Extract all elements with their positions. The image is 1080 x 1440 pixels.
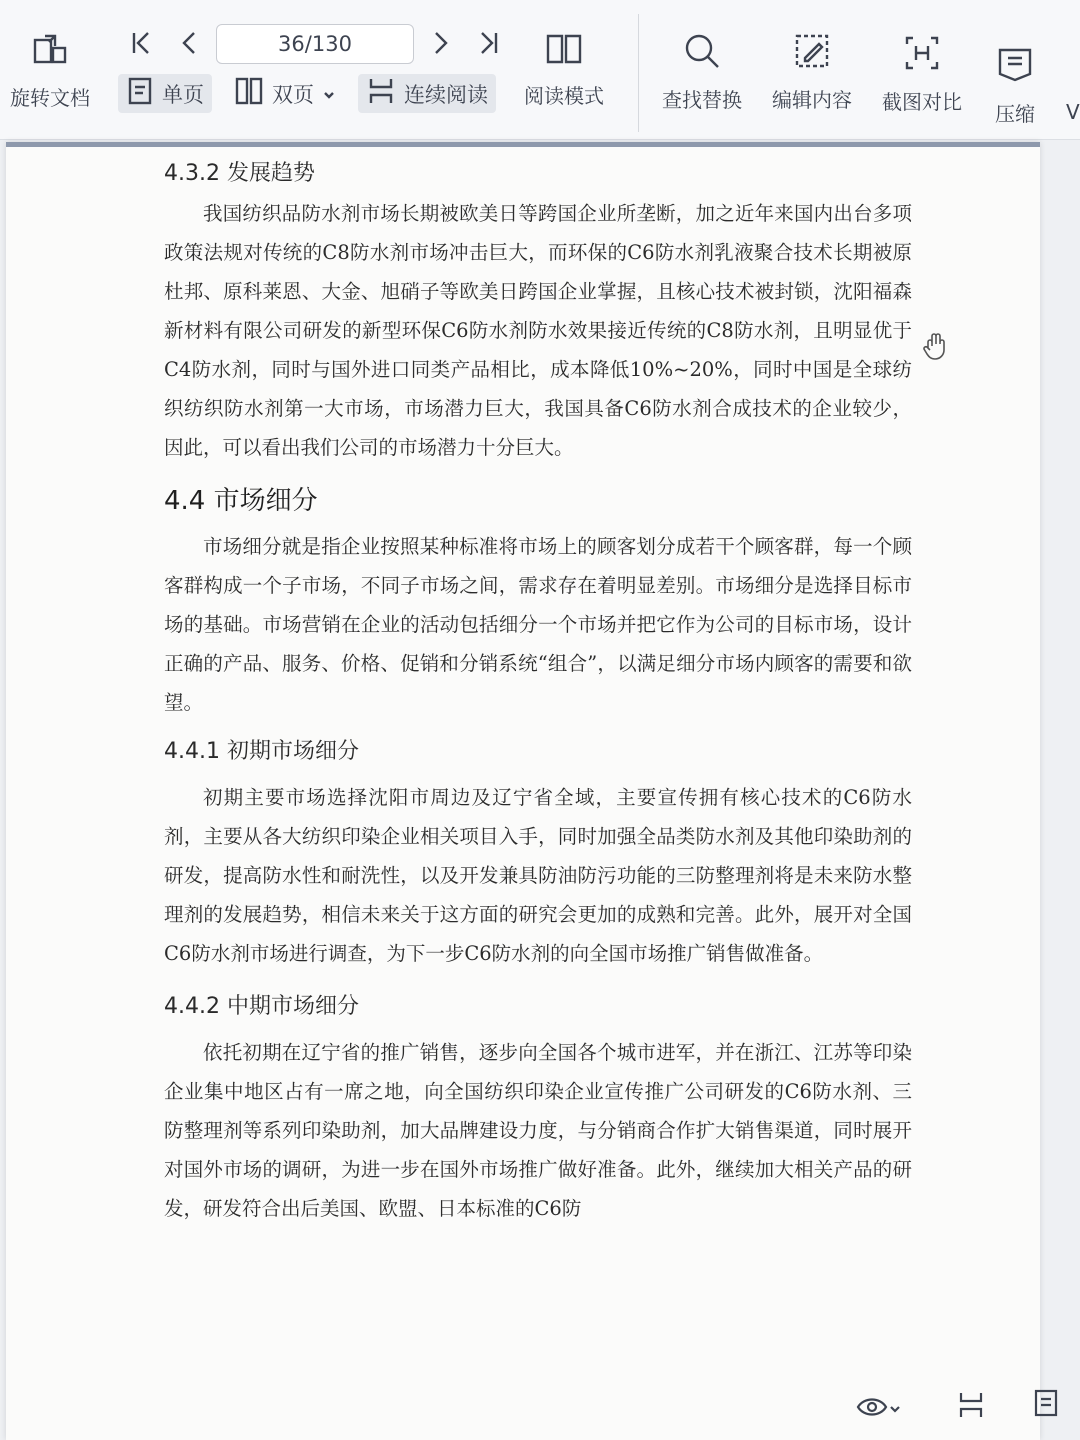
reading-mode-button[interactable] <box>524 28 604 109</box>
continuous-mode-toggle[interactable] <box>956 1390 986 1424</box>
edit-icon <box>791 30 833 76</box>
last-page-button[interactable] <box>476 28 502 62</box>
rotate-icon <box>29 28 71 74</box>
single-page-icon <box>126 76 154 111</box>
screenshot-compare-icon <box>901 32 943 78</box>
compress-button[interactable] <box>994 44 1036 127</box>
toolbar <box>0 0 1080 140</box>
page-top-border <box>6 142 1040 147</box>
first-page-button[interactable] <box>128 28 154 62</box>
continuous-reading-label: 连续阅读 <box>404 82 488 107</box>
eye-icon <box>856 1394 888 1424</box>
toolbar-bottom-border <box>0 139 1080 140</box>
reading-mode-label: 阅读模式 <box>524 84 604 108</box>
prev-page-icon <box>176 43 202 62</box>
page-number-input[interactable]: 36/130 <box>216 24 414 64</box>
find-replace-button[interactable] <box>662 30 742 113</box>
edit-content-button[interactable] <box>772 30 852 113</box>
compress-label: 压缩 <box>995 102 1035 126</box>
heading-4-4: 4.4 市场细分 <box>164 486 318 516</box>
double-page-button[interactable] <box>234 76 336 111</box>
book-icon <box>544 28 584 72</box>
paragraph-development-trend: 我国纺织品防水剂市场长期被欧美日等跨国企业所垄断，加之近年来国内出台多项政策法规对传统的C8防水剂市场冲击巨大，而环保的C6防水剂乳液聚合技术长期被原杜邦、原科莱恩、大金、旭硝子等欧美日跨国企业掌握，且核心技术被封锁，沈阳福森新材料有限公司研发的新型环保C6防水剂防水效果接近传统的C8防水剂，且明显优于C4防水剂，同时与国外进口同类产品相比，成本降低10%~20%，同时中国是全球纺织纺织防水剂第一大市场，市场潜力巨大，我国具备C6防水剂合成技术的企业较少，因此，可以看出我们公司的市场潜力十分巨大。 <box>164 202 912 459</box>
screenshot-compare-button[interactable] <box>882 32 962 115</box>
hand-cursor-icon <box>920 330 952 366</box>
toolbar-divider <box>638 14 639 132</box>
find-replace-label: 查找替换 <box>662 88 742 112</box>
search-icon <box>681 30 723 76</box>
compress-icon <box>994 44 1036 90</box>
notes-button[interactable] <box>1032 1388 1060 1422</box>
paragraph-market-segmentation: 市场细分就是指企业按照某种标准将市场上的顾客划分成若干个顾客群，每一个顾客群构成一个子市场，不同子市场之间，需求存在着明显差别。市场细分是选择目标市场的基础。市场营销在企业的活动包括细分一个市场并把它作为公司的目标市场，设计正确的产品、服务、价格、促销和分销系统“组合”，以满足细分市场内顾客的需要和欲望。 <box>164 535 912 714</box>
notes-icon <box>1032 1388 1060 1422</box>
continuous-icon <box>366 76 396 111</box>
document-page <box>6 142 1040 1440</box>
double-page-icon <box>234 76 264 111</box>
single-page-button[interactable] <box>118 74 212 113</box>
toolbar-overflow-label[interactable]: V <box>1066 100 1080 124</box>
heading-4-4-2: 4.4.2 中期市场细分 <box>164 994 359 1019</box>
heading-4-4-1: 4.4.1 初期市场细分 <box>164 739 359 764</box>
double-page-label: 双页 <box>272 82 314 107</box>
screenshot-compare-label: 截图对比 <box>882 90 962 114</box>
first-page-icon <box>128 43 154 62</box>
paragraph-mid-segmentation: 依托初期在辽宁省的推广销售，逐步向全国各个城市进军，并在浙江、江苏等印染企业集中地区占有一席之地，向全国纺织印染企业宣传推广公司研发的C6防水剂、三防整理剂等系列印染助剂，加大品牌建设力度，与分销商合作扩大销售渠道，同时展开对国外市场的调研，为进一步在国外市场推广做好准备。此外，继续加大相关产品的研发，研发符合出后美国、欧盟、日本标准的C6防 <box>164 1041 912 1220</box>
rotate-document-label: 旋转文档 <box>10 86 90 110</box>
rotate-document-button[interactable] <box>10 28 90 111</box>
continuous-reading-button[interactable] <box>358 74 496 113</box>
continuous-icon <box>956 1390 986 1424</box>
eye-protection-button[interactable] <box>856 1394 902 1424</box>
last-page-icon <box>476 43 502 62</box>
next-page-icon <box>428 43 454 62</box>
paragraph-initial-segmentation: 初期主要市场选择沈阳市周边及辽宁省全域，主要宣传拥有核心技术的C6防水剂，主要从各大纺织印染企业相关项目入手，同时加强全品类防水剂及其他印染助剂的研发，提高防水性和耐洗性，以及开发兼具防油防污功能的三防整理剂将是未来防水整理剂的发展趋势，相信未来关于这方面的研究会更加的成熟和完善。此外，展开对全国C6防水剂市场进行调查，为下一步C6防水剂的向全国市场推广销售做准备。 <box>164 786 912 965</box>
edit-content-label: 编辑内容 <box>772 88 852 112</box>
single-page-label: 单页 <box>162 82 204 107</box>
heading-4-3-2: 4.3.2 发展趋势 <box>164 161 315 186</box>
next-page-button[interactable] <box>428 28 454 62</box>
chevron-down-icon[interactable] <box>322 82 336 106</box>
prev-page-button[interactable] <box>176 28 202 62</box>
chevron-down-icon <box>888 1400 902 1419</box>
document-content <box>164 154 912 1228</box>
